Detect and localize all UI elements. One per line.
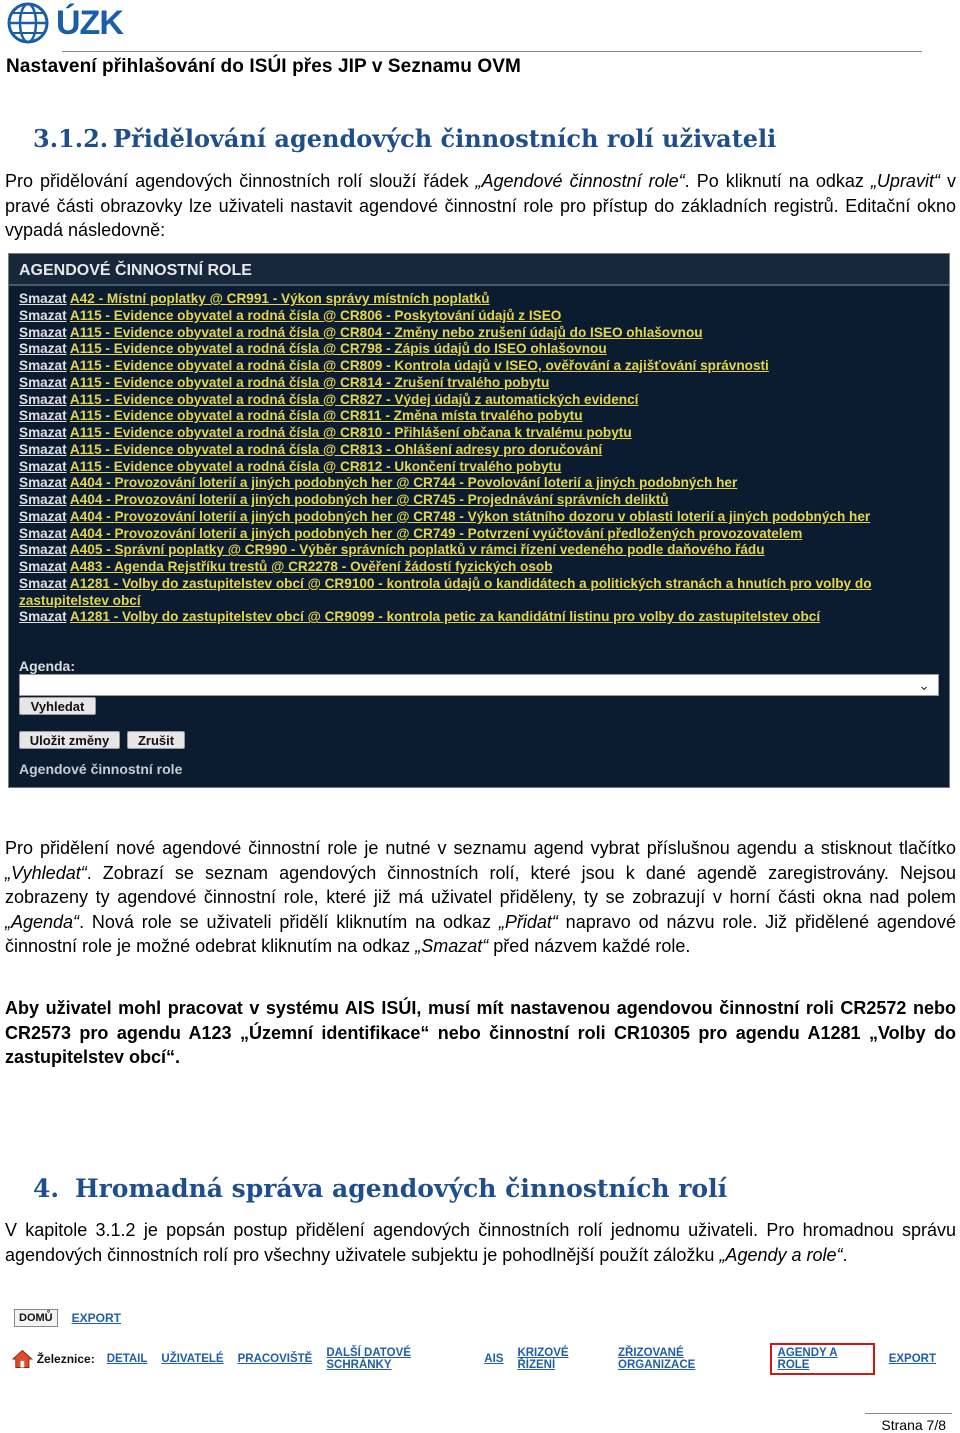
role-list bbox=[19, 291, 939, 626]
role-row bbox=[19, 341, 939, 358]
text-run: . Zobrazí se seznam agendových činnostních rolí, které jsou k dané agendě zaregistrovány. Nejsou zobrazeny ty agendové činnostní role, které již má uživatel přiděleny, ty se zobrazují v horní části okna nad polem bbox=[5, 862, 956, 907]
delete-role-link[interactable]: Smazat bbox=[19, 475, 67, 491]
delete-role-link[interactable]: Smazat bbox=[19, 425, 67, 440]
role-row bbox=[19, 459, 939, 476]
role-row bbox=[19, 609, 919, 626]
role-row bbox=[19, 475, 939, 492]
home-button[interactable]: DOMŮ bbox=[14, 1309, 58, 1327]
document-title: Nastavení přihlašování do ISÚI přes JIP v Seznamu OVM bbox=[6, 56, 521, 77]
role-name: A115 - Evidence obyvatel a rodná čísla @ CR812 - Ukončení trvalého pobytu bbox=[69, 458, 562, 474]
text-run: Pro přidělování agendových činnostních rolí slouží řádek bbox=[5, 171, 476, 191]
text-run-italic: „Agendové činnostní role“ bbox=[475, 171, 685, 191]
delete-role-link[interactable]: Smazat bbox=[19, 525, 67, 541]
cancel-button[interactable]: Zrušit bbox=[127, 731, 185, 749]
chapter-number: 4. bbox=[33, 1174, 60, 1203]
role-name: A405 - Správní poplatky @ CR990 - Výběr správních poplatků v rámci řízení vedeného podle daňového řádu bbox=[69, 542, 765, 558]
role-name: A115 - Evidence obyvatel a rodná čísla @ CR827 - Výdej údajů z automatických evidencí bbox=[69, 391, 639, 407]
chevron-down-icon: ⌄ bbox=[918, 677, 930, 693]
role-name: A115 - Evidence obyvatel a rodná čísla @ CR804 - Změny nebo zrušení údajů do ISEO ohlašovnou bbox=[69, 324, 703, 340]
agenda-roles-window bbox=[8, 253, 950, 788]
section-footer-label: Agendové činnostní role bbox=[19, 761, 183, 777]
text-run-italic: „Přidat“ bbox=[498, 911, 558, 932]
text-run: . bbox=[842, 1244, 848, 1265]
role-name: A404 - Provozování loterií a jiných podobných her @ CR744 - Povolování loterií a jiných podobných her bbox=[69, 475, 738, 491]
role-row bbox=[19, 375, 939, 392]
delete-role-link[interactable]: Smazat bbox=[19, 458, 67, 474]
delete-role-link[interactable]: Smazat bbox=[19, 374, 67, 390]
delete-role-link[interactable]: Smazat bbox=[19, 291, 67, 306]
text-run-italic: „Agendy a role“ bbox=[719, 1244, 843, 1265]
role-name: A115 - Evidence obyvatel a rodná čísla @ CR811 - Změna místa trvalého pobytu bbox=[69, 408, 583, 424]
role-name: A115 - Evidence obyvatel a rodná čísla @ CR809 - Kontrola údajů v ISEO, ověřování a zajišťování správnosti bbox=[69, 358, 769, 373]
role-name: A115 - Evidence obyvatel a rodná čísla @ CR810 - Přihlášení občana k trvalému pobytu bbox=[69, 425, 632, 440]
delete-role-link[interactable]: Smazat bbox=[19, 324, 67, 340]
delete-role-link[interactable]: Smazat bbox=[19, 307, 67, 323]
delete-role-link[interactable]: Smazat bbox=[19, 575, 67, 591]
house-icon bbox=[12, 1349, 33, 1369]
delete-role-link[interactable]: Smazat bbox=[19, 492, 67, 507]
text-run: . Po kliknutí na odkaz bbox=[684, 171, 871, 191]
role-name: A115 - Evidence obyvatel a rodná čísla @ CR798 - Zápis údajů do ISEO ohlašovnou bbox=[69, 341, 607, 357]
role-row bbox=[19, 358, 939, 375]
agenda-select[interactable] bbox=[19, 674, 939, 696]
role-name: A42 - Místní poplatky @ CR991 - Výkon správy místních poplatků bbox=[69, 291, 490, 306]
text-run-italic: „Vyhledat“ bbox=[5, 862, 87, 883]
delete-role-link[interactable]: Smazat bbox=[19, 358, 67, 373]
delete-role-link[interactable]: Smazat bbox=[19, 341, 67, 357]
section-heading bbox=[33, 124, 776, 153]
save-changes-button[interactable]: Uložit změny bbox=[19, 731, 120, 749]
chapter-heading bbox=[33, 1174, 727, 1203]
navigation-screenshot bbox=[8, 1305, 950, 1375]
role-row bbox=[19, 509, 919, 526]
nav-top-row bbox=[14, 1309, 121, 1327]
role-name: A404 - Provozování loterií a jiných podobných her @ CR745 - Projednávání správních deliktů bbox=[69, 492, 669, 507]
logo-text: ÚZK bbox=[56, 4, 123, 42]
delete-role-link[interactable]: Smazat bbox=[19, 542, 67, 558]
requirement-paragraph: Aby uživatel mohl pracovat v systému AIS ISÚI, musí mít nastavenou agendovou činnostní roli CR2572 nebo CR2573 pro agendu A123 „Územní identifikace“ nebo činnostní roli CR10305 pro agendu A1281 „Volby do zastupitelstev obcí“. bbox=[5, 998, 956, 1067]
globe-logo-icon bbox=[6, 2, 52, 44]
nav-link[interactable]: AIS bbox=[484, 1353, 504, 1365]
role-row bbox=[19, 526, 939, 543]
text-run: Pro přidělení nové agendové činnostní role je nutné v seznamu agend vybrat příslušnou agendu a stisknout tlačítko bbox=[5, 838, 956, 858]
search-button[interactable]: Vyhledat bbox=[19, 697, 96, 715]
role-name: A404 - Provozování loterií a jiných podobných her @ CR748 - Výkon státního dozoru v oblasti loterií a jiných podobných her bbox=[69, 508, 871, 524]
delete-role-link[interactable]: Smazat bbox=[19, 609, 67, 625]
text-run: . Nová role se uživateli přidělí kliknutím na odkaz bbox=[79, 911, 499, 932]
role-row bbox=[19, 291, 939, 308]
role-row bbox=[19, 492, 939, 509]
nav-link[interactable]: DETAIL bbox=[106, 1353, 148, 1365]
intro-paragraph bbox=[5, 169, 956, 243]
text-run: napravo od názvu role. Již přidělené agendové činnostní role je možné odebrat kliknutím na odkaz bbox=[5, 911, 956, 956]
role-row bbox=[19, 408, 939, 425]
role-row bbox=[19, 392, 939, 409]
text-run-italic: „Upravit“ bbox=[870, 171, 940, 191]
role-row bbox=[19, 442, 939, 459]
agenda-label: Agenda: bbox=[19, 658, 75, 674]
window-header bbox=[9, 254, 949, 286]
text-run: před názvem každé role. bbox=[488, 936, 691, 956]
nav-link[interactable]: DALŠÍ DATOVÉ SCHRÁNKY bbox=[326, 1347, 411, 1371]
role-name: A115 - Evidence obyvatel a rodná čísla @ CR814 - Zrušení trvalého pobytu bbox=[69, 374, 550, 390]
nav-link[interactable]: PRACOVIŠTĚ bbox=[237, 1353, 313, 1365]
delete-role-link[interactable]: Smazat bbox=[19, 508, 67, 524]
role-name: A115 - Evidence obyvatel a rodná čísla @ CR806 - Poskytování údajů z ISEO bbox=[69, 307, 562, 323]
delete-role-link[interactable]: Smazat bbox=[19, 559, 67, 574]
role-name: A115 - Evidence obyvatel a rodná čísla @ CR813 - Ohlášení adresy pro doručování bbox=[69, 441, 603, 457]
section-title: Přidělování agendových činnostních rolí uživateli bbox=[113, 124, 777, 153]
nav-link[interactable]: ZŘIZOVANÉ ORGANIZACE bbox=[618, 1347, 696, 1371]
delete-role-link[interactable]: Smazat bbox=[19, 391, 67, 407]
text-run-italic: „Agenda“ bbox=[5, 911, 80, 932]
delete-role-link[interactable]: Smazat bbox=[19, 441, 67, 457]
role-row bbox=[19, 559, 939, 576]
role-name: A483 - Agenda Rejstříku trestů @ CR2278 - Ověření žádostí fyzických osob bbox=[69, 559, 553, 574]
role-row bbox=[19, 308, 939, 325]
role-name: A404 - Provozování loterií a jiných podobných her @ CR749 - Potvrzení vyúčtování předložených provozovatelem bbox=[69, 525, 803, 541]
nav-tabs-row bbox=[12, 1343, 950, 1375]
section-number: 3.1.2. bbox=[33, 124, 109, 153]
export-link[interactable]: EXPORT bbox=[71, 1311, 121, 1325]
instructions-paragraph bbox=[5, 836, 956, 959]
text-run-italic: „Smazat“ bbox=[415, 936, 489, 956]
header-divider bbox=[62, 51, 922, 52]
nav-link[interactable]: EXPORT bbox=[888, 1353, 936, 1365]
footer-divider bbox=[865, 1413, 952, 1414]
nav-link[interactable]: KRIZOVÉ ŘÍZENÍ bbox=[517, 1347, 569, 1371]
nav-link[interactable]: AGENDY A ROLE bbox=[770, 1343, 875, 1375]
role-name: A1281 - Volby do zastupitelstev obcí @ CR9099 - kontrola petic za kandidátní listinu pro volby do zastupitelstev obcí bbox=[69, 609, 821, 625]
chapter-title: Hromadná správa agendových činnostních rolí bbox=[75, 1174, 728, 1203]
role-row bbox=[19, 325, 939, 342]
cuzk-logo bbox=[6, 2, 123, 44]
role-row bbox=[19, 576, 919, 610]
window-title: AGENDOVÉ ČINNOSTNÍ ROLE bbox=[19, 262, 252, 279]
text-run: V kapitole 3.1.2 je popsán postup přidělení agendových činnostních rolí jednomu uživateli. Pro hromadnou správu agendových činnostních rolí pro všechny uživatele subjektu je pohodlnější použít záložku bbox=[5, 1220, 956, 1265]
role-row bbox=[19, 425, 939, 442]
page-number: Strana 7/8 bbox=[881, 1417, 946, 1433]
role-row bbox=[19, 542, 939, 559]
chapter-paragraph bbox=[5, 1218, 956, 1267]
delete-role-link[interactable]: Smazat bbox=[19, 408, 67, 424]
organization-label: Železnice: bbox=[36, 1352, 95, 1366]
text-run: v pravé části obrazovky lze uživateli nastavit agendové činnostní role pro přístup do základních registrů. Editační okno vypadá následovně: bbox=[5, 171, 956, 240]
nav-link[interactable]: UŽIVATELÉ bbox=[161, 1353, 224, 1365]
role-name: A1281 - Volby do zastupitelstev obcí @ CR9100 - kontrola údajů o kandidátech a politických stranách a hnutích pro volby do zastupitelstev obcí bbox=[19, 575, 872, 608]
